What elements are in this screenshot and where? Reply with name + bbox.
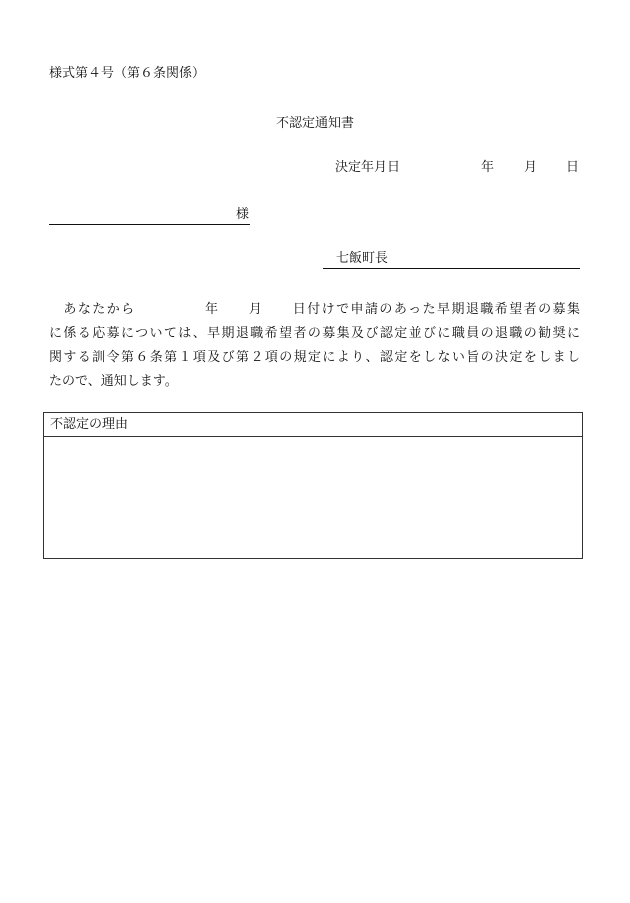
form-number: 様式第４号（第６条関係） [49,66,206,81]
body-part-2: 日付けで申請のあった早期退職希望者の募集 [291,302,580,317]
decision-date-label: 決定年月日 [335,160,401,175]
decision-date-year-label: 年 [481,160,495,175]
recipient-honorific: 様 [236,207,250,222]
notice-body [49,298,589,394]
body-month-label: 月 [247,302,264,317]
issuer-name: 七飯町長 [336,251,389,266]
body-line-1 [49,298,580,322]
recipient-name-line[interactable] [49,224,250,225]
reason-box [43,412,583,559]
body-line-2: に係る応募については、早期退職希望者の募集及び認定並びに職員の退職の勧奨に [49,326,580,341]
body-year-label: 年 [203,302,220,317]
decision-date-day-label: 日 [566,160,580,175]
body-line-3: 関する訓令第６条第１項及び第２項の規定により、認定をしない旨の決定をしまし [49,350,580,365]
body-part-1: あなたから [62,302,136,317]
body-line-4: たので、通知します。 [49,374,178,389]
decision-date-month-label: 月 [524,160,538,175]
document-title: 不認定通知書 [275,116,354,131]
reason-header: 不認定の理由 [44,413,582,437]
reason-content-area[interactable] [44,437,582,559]
issuer-signature-line[interactable] [323,268,580,269]
